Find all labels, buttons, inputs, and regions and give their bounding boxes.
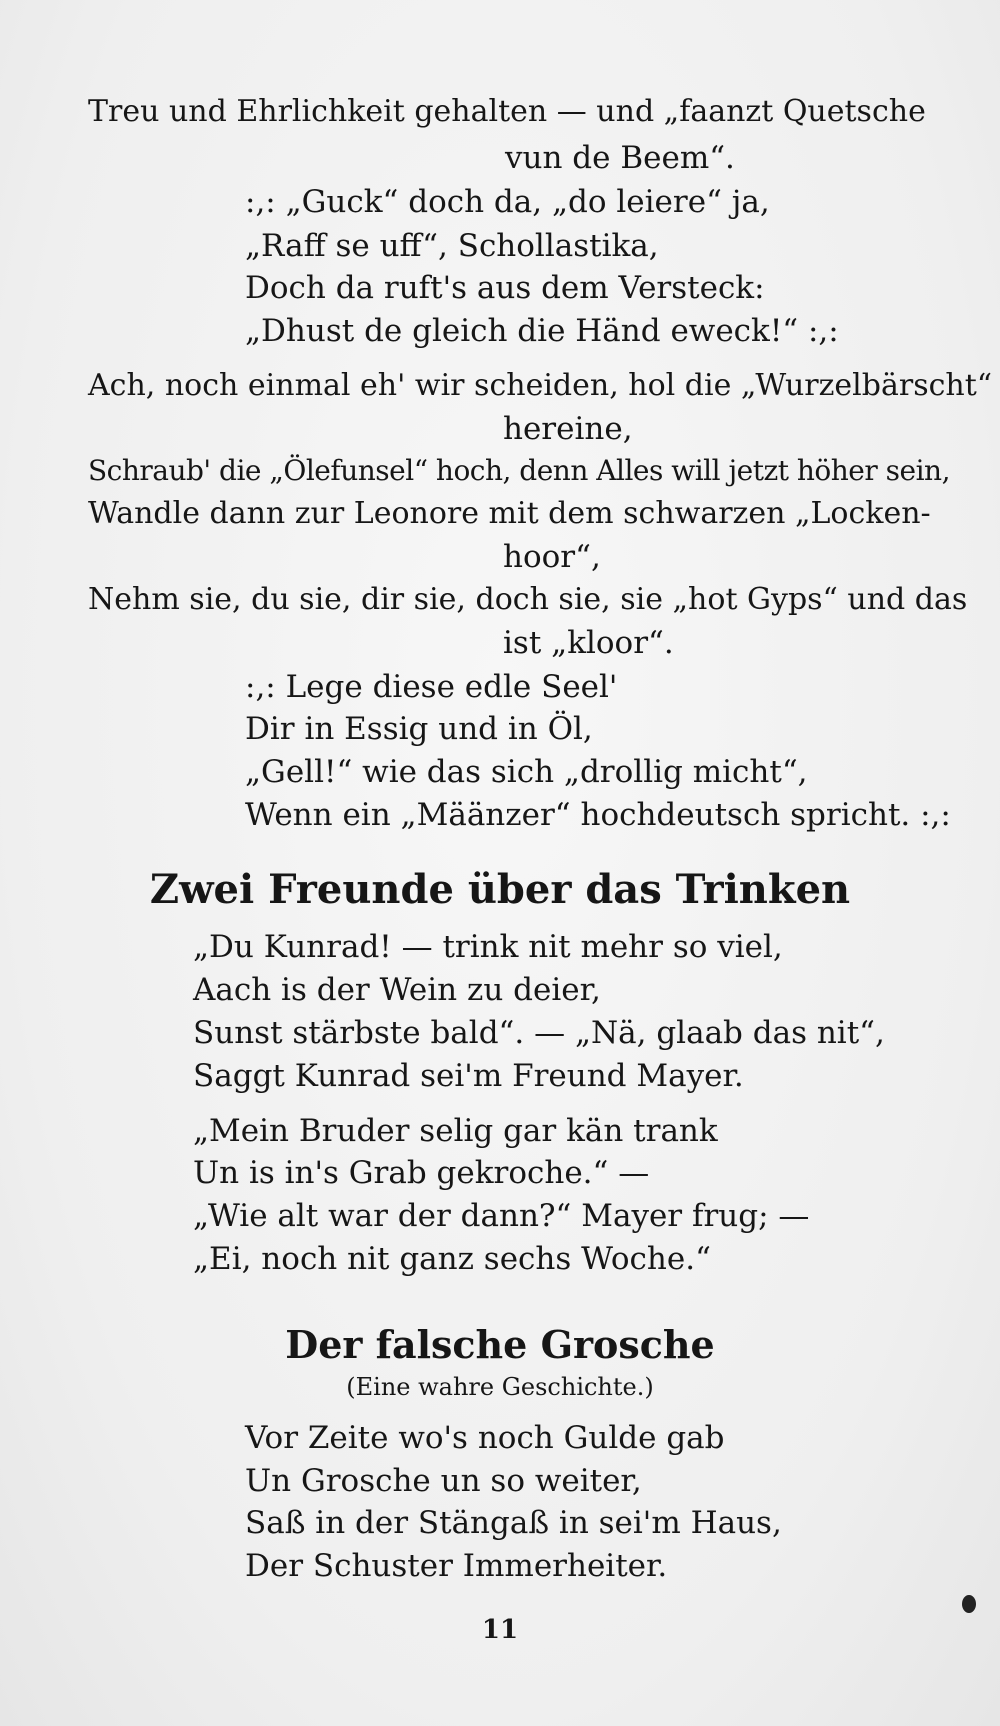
text-line: „Wie alt war der dann?“ Mayer frug; — [193, 1198, 810, 1234]
poem-title: Zwei Freunde über das Trinken [149, 866, 851, 913]
text-line: „Du Kunrad! — trink nit mehr so viel, [193, 929, 783, 965]
text-line: :,: „Guck“ doch da, „do leiere“ ja, [245, 184, 770, 220]
text-line: Dir in Essig und in Öl, [245, 711, 593, 747]
text-line: Sunst stärbste bald“. — „Nä, glaab das nit“, [193, 1015, 885, 1051]
text-line: Doch da ruft's aus dem Versteck: [245, 270, 765, 306]
poem-subtitle: (Eine wahre Geschichte.) [346, 1373, 654, 1401]
text-line: :,: Lege diese edle Seel' [245, 669, 618, 705]
text-line: „Ei, noch nit ganz sechs Woche.“ [193, 1241, 711, 1277]
text-line: Wenn ein „Määnzer“ hochdeutsch spricht. :,: [245, 797, 951, 833]
page-number: 11 [481, 1615, 519, 1645]
poem-title: Der falsche Grosche [285, 1322, 715, 1367]
text-line: Saggt Kunrad sei'm Freund Mayer. [193, 1058, 744, 1094]
text-line: Ach, noch einmal eh' wir scheiden, hol die „Wurzelbärscht“ [88, 368, 993, 403]
text-line: vun de Beem“. [505, 140, 735, 176]
text-line: Treu und Ehrlichkeit gehalten — und „faanzt Quetsche [88, 94, 926, 129]
text-line: Vor Zeite wo's noch Gulde gab [245, 1420, 725, 1456]
text-line: ist „kloor“. [503, 625, 674, 661]
text-line: Wandle dann zur Leonore mit dem schwarzen „Locken- [88, 496, 931, 531]
ink-spot [962, 1595, 976, 1613]
text-line: „Raff se uff“, Schollastika, [245, 228, 659, 264]
text-line: Un Grosche un so weiter, [245, 1463, 642, 1499]
text-line: Aach is der Wein zu deier, [193, 972, 601, 1008]
text-line: „Gell!“ wie das sich „drollig micht“, [245, 754, 808, 790]
text-line: Schraub' die „Ölefunsel“ hoch, denn Alles will jetzt höher sein, [88, 454, 950, 487]
text-line: Saß in der Stängaß in sei'm Haus, [245, 1505, 782, 1541]
text-line: „Mein Bruder selig gar kän trank [193, 1113, 718, 1149]
text-line: hereine, [503, 411, 633, 447]
text-line: Un is in's Grab gekroche.“ — [193, 1155, 650, 1191]
text-line: hoor“, [503, 539, 601, 575]
text-line: Der Schuster Immerheiter. [245, 1548, 668, 1584]
text-line: „Dhust de gleich die Händ eweck!“ :,: [245, 313, 839, 349]
text-line: Nehm sie, du sie, dir sie, doch sie, sie „hot Gyps“ und das [88, 582, 968, 617]
